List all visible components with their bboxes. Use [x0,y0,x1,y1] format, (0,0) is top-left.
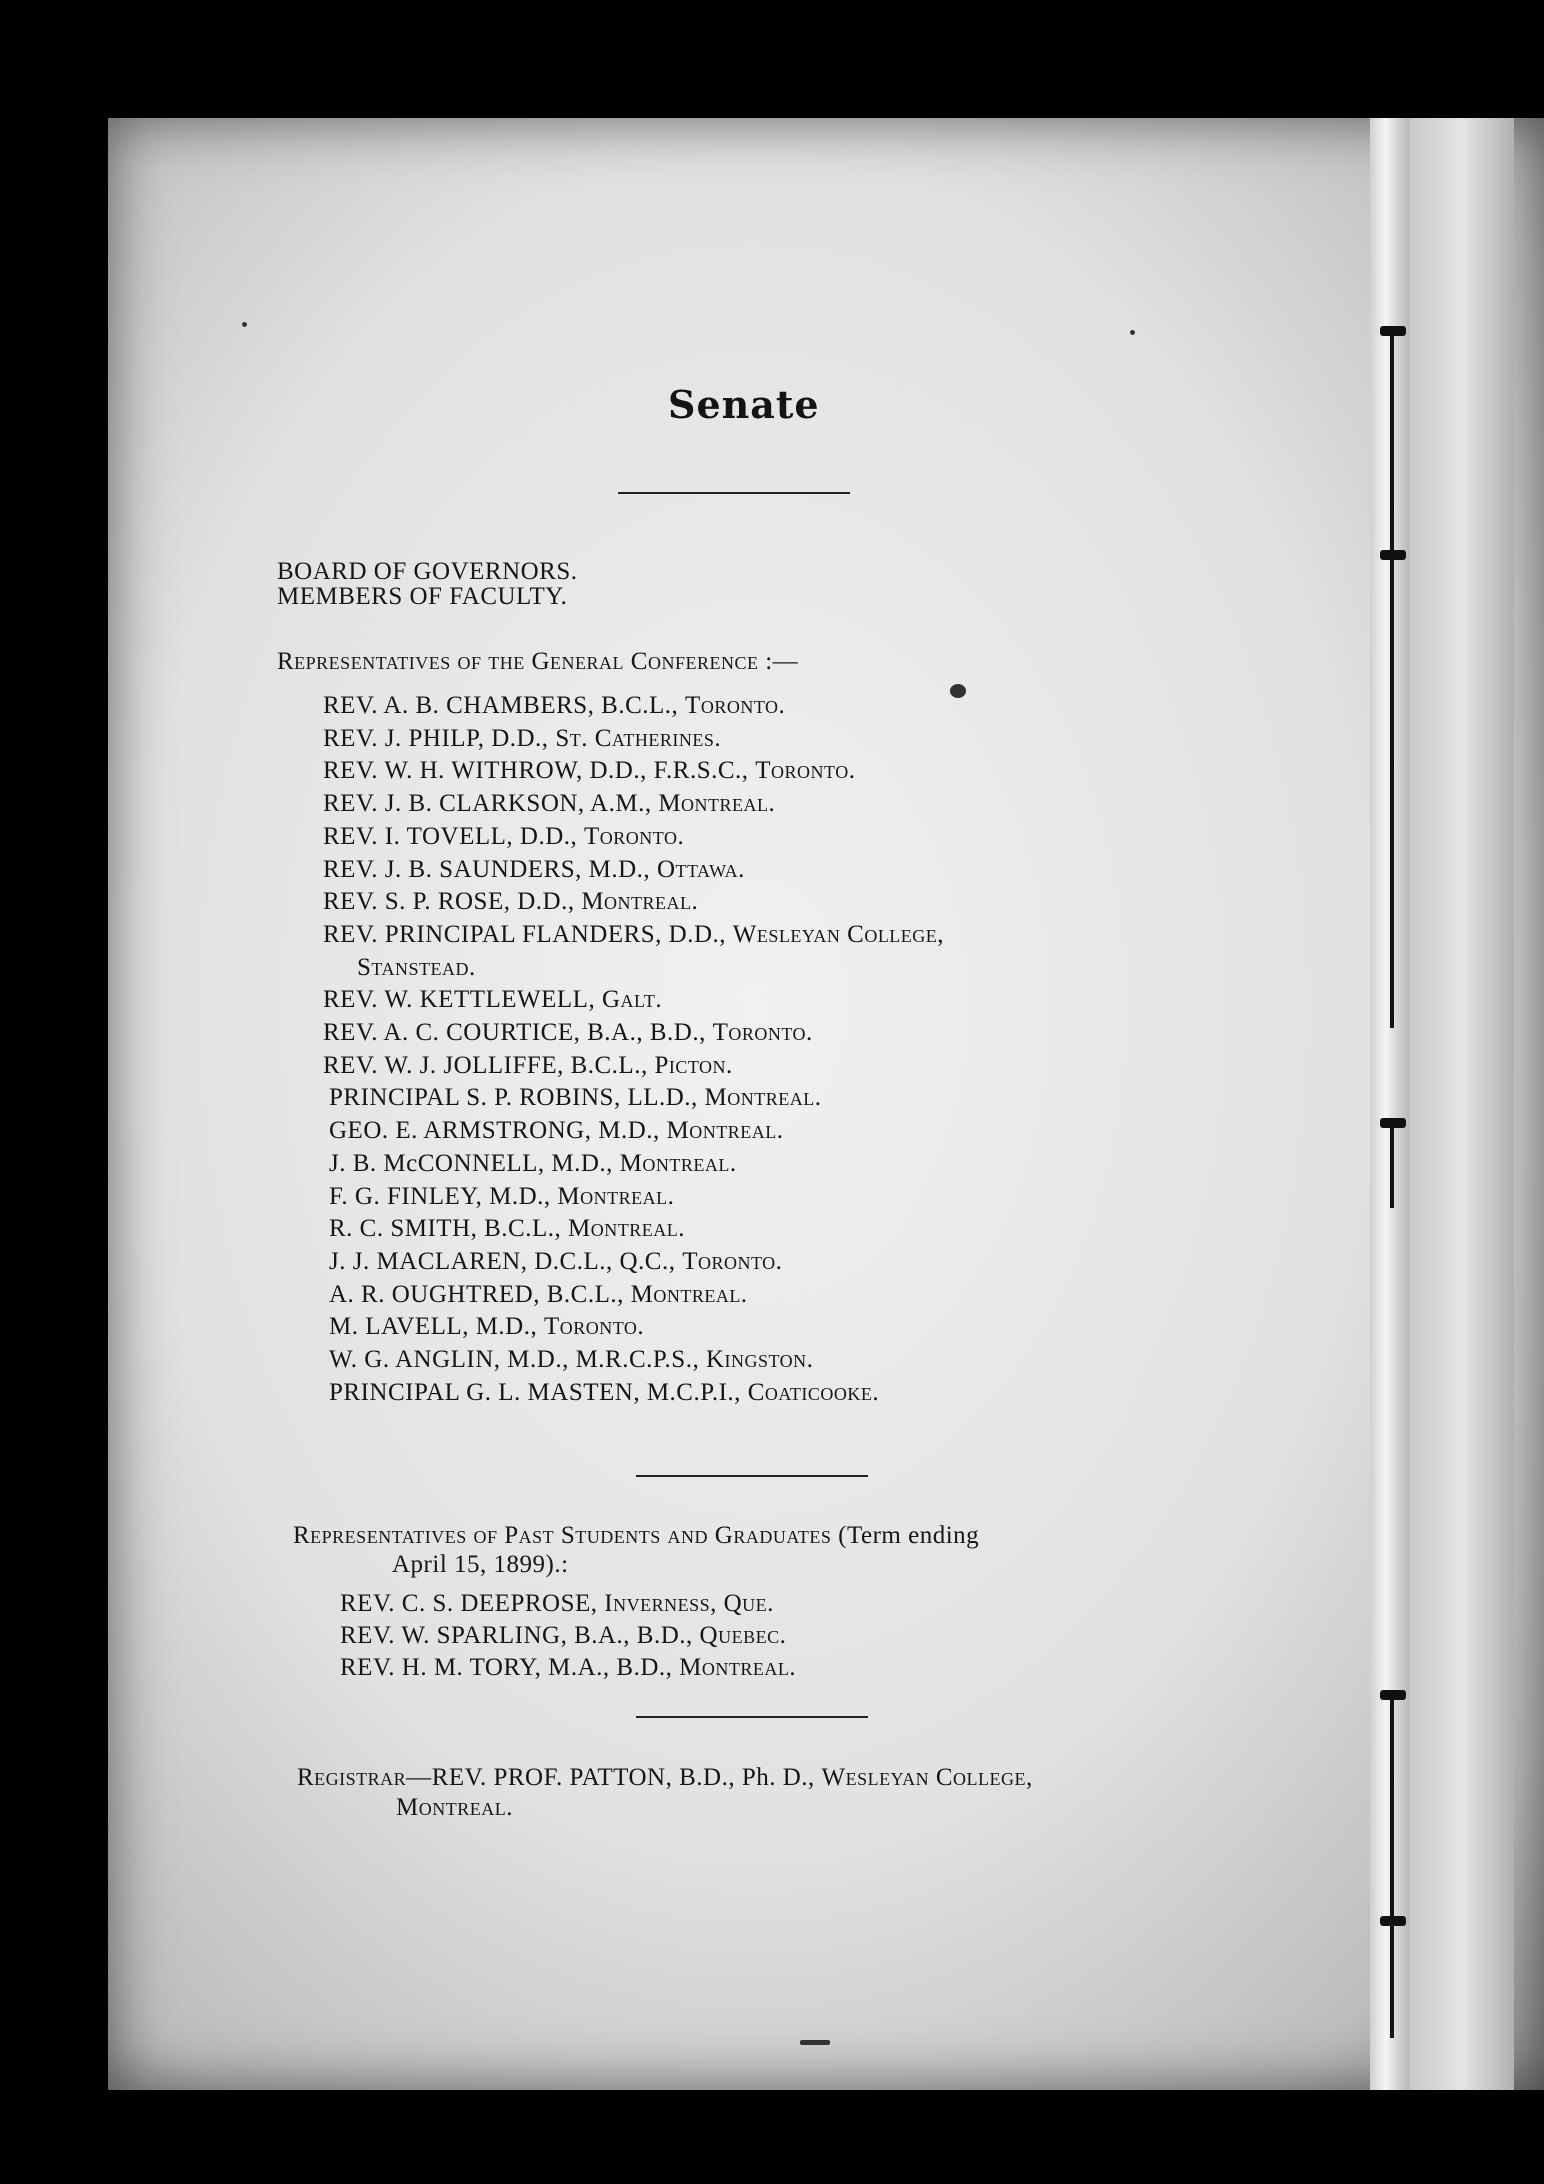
member-entry [329,1150,737,1178]
member-entry [323,888,698,916]
general-conference-heading: Representatives of the General Conference :— [277,648,799,675]
page-title: Senate [668,382,820,427]
member-place: Toronto. [755,757,856,785]
member-name: J. B. McCONNELL, M.D., [329,1149,620,1177]
member-place: Kingston. [705,1346,814,1373]
member-name: REV. W. J. JOLLIFFE, B.C.L., [323,1051,655,1079]
binding-stitch [1380,550,1406,560]
paper-speck [1130,330,1135,335]
member-place: Montreal. [679,1654,797,1681]
member-place: Picton. [654,1051,733,1079]
member-entry [323,790,775,818]
member-name: REV. PRINCIPAL FLANDERS, D.D., [323,920,733,948]
member-name: REV. W. H. WITHROW, D.D., F.R.S.C., [323,757,756,785]
member-entry [329,1379,879,1407]
member-entry [340,1622,786,1650]
member-place: St. Catherines. [555,724,722,752]
member-entry [329,1117,784,1145]
member-name: REV. W. SPARLING, B.A., B.D., [340,1622,700,1649]
member-entry [323,692,785,720]
member-name: REV. S. P. ROSE, D.D., [323,888,582,916]
member-entry [329,1281,748,1309]
member-entry [329,1346,813,1374]
title-rule [618,492,850,494]
member-name: REV. A. B. CHAMBERS, B.C.L., [323,692,686,719]
past-students-heading-title: Representatives of Past Students and Graduates [293,1522,832,1549]
ink-blot [950,684,966,698]
member-entry [329,1313,644,1341]
member-name: W. G. ANGLIN, M.D., M.R.C.P.S., [329,1346,706,1373]
member-place: Montreal. [666,1117,784,1145]
member-place: Wesleyan College, [732,920,945,948]
paper-speck [242,322,247,327]
past-students-heading [293,1522,979,1550]
member-name: REV. I. TOVELL, D.D., [323,822,584,850]
binding-thread [1390,1128,1394,1208]
member-entry [329,1248,782,1276]
member-entry [323,1019,813,1047]
member-name: A. R. OUGHTRED, B.C.L., [329,1280,631,1308]
member-entry [323,725,721,753]
binding-stitch [1380,326,1406,336]
member-name: REV. J. PHILP, D.D., [323,724,556,752]
opening-line-board: BOARD OF GOVERNORS. [277,558,578,585]
member-place: Toronto. [685,692,786,719]
member-place: Montreal. [581,888,699,916]
member-place: Galt. [601,986,663,1014]
member-place: Inverness, Que. [604,1590,774,1617]
binding-thread [1390,328,1394,1028]
member-place: Ottawa. [656,855,745,883]
member-place: Montreal. [704,1084,822,1112]
member-entry [323,986,662,1014]
member-name: REV. J. B. SAUNDERS, M.D., [323,855,657,883]
member-place: Toronto. [712,1019,813,1046]
member-name: REV. A. C. COURTICE, B.A., B.D., [323,1019,713,1046]
member-place: Toronto. [682,1247,783,1275]
member-entry [340,1590,774,1618]
section-divider [636,1716,868,1718]
member-entry [329,1215,685,1243]
member-entry [357,954,476,982]
registrar-line [297,1764,1033,1792]
member-name: REV. J. B. CLARKSON, A.M., [323,790,659,818]
member-name: R. C. SMITH, B.C.L., [329,1215,569,1243]
member-name: F. G. FINLEY, M.D., [329,1182,558,1210]
facing-page-edge [1410,118,1514,2090]
member-name: REV. W. KETTLEWELL, [323,986,602,1014]
member-entry [329,1183,674,1211]
member-place: Quebec. [699,1622,787,1649]
member-entry [323,823,684,851]
opening-line-faculty: MEMBERS OF FACULTY. [277,583,568,610]
binding-stitch [1380,1916,1406,1926]
member-name: PRINCIPAL S. P. ROBINS, LL.D., [329,1084,705,1112]
member-place: Montreal. [568,1215,685,1243]
registrar-city: Montreal. [396,1794,513,1821]
member-name: PRINCIPAL G. L. MASTEN, M.C.P.I., [329,1378,748,1406]
registrar-name: REV. PROF. PATTON, B.D., Ph. D., [431,1764,822,1791]
member-name: REV. C. S. DEEPROSE, [340,1590,605,1617]
section-divider [636,1475,868,1477]
member-name: GEO. E. ARMSTRONG, M.D., [329,1117,667,1145]
member-place: Montreal. [658,790,776,818]
member-place: Toronto. [543,1313,645,1341]
member-place: Montreal. [557,1182,675,1210]
member-entry [323,921,944,949]
member-place: Coaticooke. [747,1378,880,1406]
member-name: M. LAVELL, M.D., [329,1313,544,1341]
binding-stitch [1380,1118,1406,1128]
member-place: Stanstead. [357,953,476,981]
document-page [108,118,1544,2090]
member-entry [329,1084,822,1112]
member-place: Montreal. [630,1280,748,1308]
registrar-label: Registrar— [297,1764,432,1791]
member-place: Toronto. [584,822,685,850]
member-place: Montreal. [619,1149,737,1177]
member-entry [323,1052,733,1080]
member-entry [340,1654,796,1682]
member-name: J. J. MACLAREN, D.C.L., Q.C., [329,1247,683,1275]
member-entry [323,856,745,884]
binding-stitch [1380,1690,1406,1700]
member-entry [323,757,855,785]
member-name: REV. H. M. TORY, M.A., B.D., [340,1654,680,1681]
binding-thread [1390,1698,1394,2038]
past-students-heading-line2: April 15, 1899).: [392,1551,569,1578]
past-students-heading-term: (Term ending [831,1522,980,1549]
paper-speck [800,2040,830,2045]
registrar-college: Wesleyan College, [821,1764,1033,1791]
